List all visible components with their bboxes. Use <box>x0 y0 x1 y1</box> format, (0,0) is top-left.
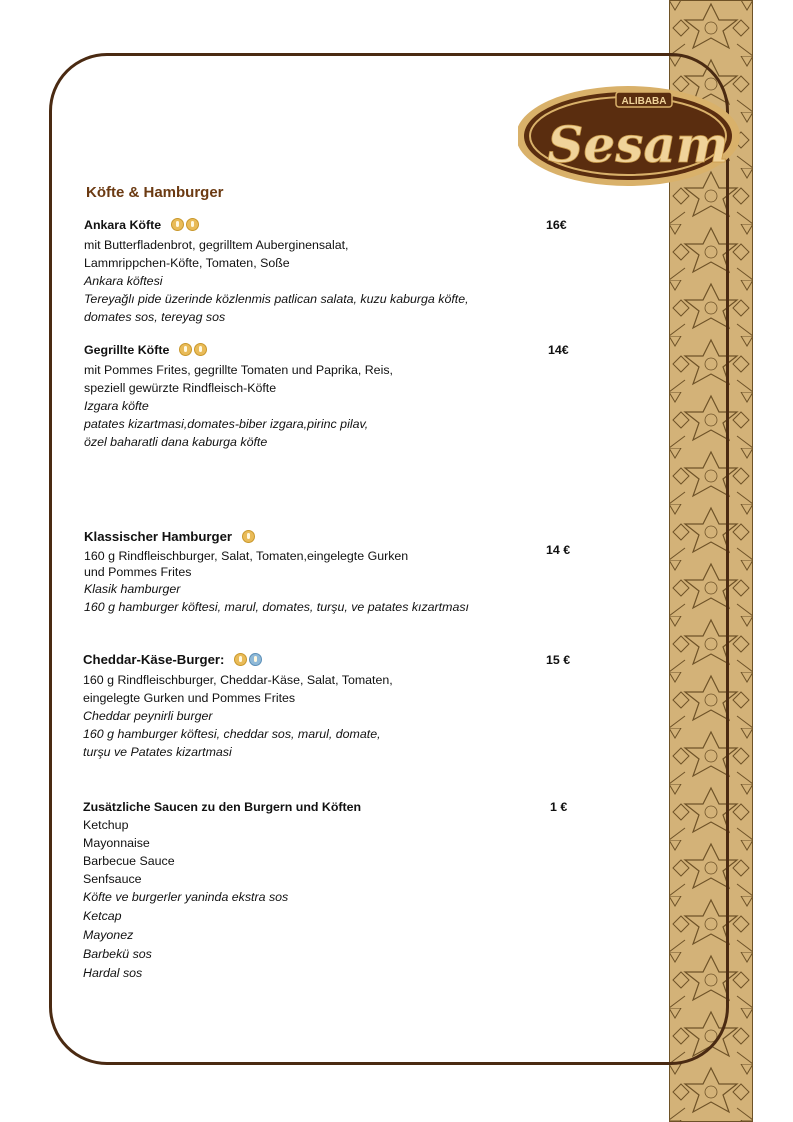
item-name: Zusätzliche Saucen zu den Burgern und Köften <box>83 800 362 814</box>
wheat-icon <box>242 530 255 543</box>
wheat-icon <box>179 343 192 356</box>
item-name: Ankara Köfte <box>84 218 162 232</box>
logo-name: Sesam <box>547 115 729 174</box>
section-title: Köfte & Hamburger <box>86 184 224 201</box>
menu-item-klassischer-hamburger <box>84 529 524 616</box>
item-desc-de: eingelegte Gurken und Pommes Frites <box>83 691 296 705</box>
item-price: 16€ <box>546 218 567 232</box>
sauce-tr: Hardal sos <box>83 966 143 980</box>
sauce-de: Ketchup <box>83 818 129 832</box>
item-desc-tr: Klasik hamburger <box>84 581 181 596</box>
item-desc-tr: domates sos, tereyag sos <box>84 310 226 324</box>
menu-item-gegrillte-kofte <box>84 341 524 451</box>
item-desc-tr: patates kizartmasi,domates-biber izgara,pirinc pilav, <box>84 417 369 431</box>
item-desc-tr: Izgara köfte <box>84 399 149 413</box>
sauce-tr: Barbekü sos <box>83 947 152 961</box>
logo-brand: ALIBABA <box>621 96 667 107</box>
sesam-logo <box>518 78 744 190</box>
item-desc-de: und Pommes Frites <box>84 565 192 579</box>
item-desc-tr: Ankara köftesi <box>84 274 163 288</box>
item-desc-tr: Tereyağlı pide üzerinde közlenmis patlican salata, kuzu kaburga köfte, <box>84 292 469 306</box>
item-desc-tr: turşu ve Patates kizartmasi <box>83 745 232 759</box>
item-desc-de: mit Butterfladenbrot, gegrilltem Auberginensalat, <box>84 238 349 252</box>
wheat-icon <box>171 218 184 231</box>
item-name: Cheddar-Käse-Burger: <box>83 652 225 667</box>
item-desc-de: speziell gewürzte Rindfleisch-Köfte <box>84 381 277 395</box>
item-desc-de: 160 g Rindfleischburger, Salat, Tomaten,eingelegte Gurken <box>84 548 409 563</box>
allergen-icons <box>242 530 257 548</box>
allergen-icons <box>179 343 209 361</box>
item-price: 14 € <box>546 543 571 557</box>
egg-icon <box>186 218 199 231</box>
sauce-de: Senfsauce <box>83 872 142 886</box>
item-desc-tr: Cheddar peynirli burger <box>83 709 213 723</box>
wheat-icon <box>234 653 247 666</box>
item-desc-tr: 160 g hamburger köftesi, marul, domates, turşu, ve patates kızartması <box>84 600 469 614</box>
item-desc-de: 160 g Rindfleischburger, Cheddar-Käse, Salat, Tomaten, <box>83 673 393 687</box>
allergen-icons <box>234 653 264 671</box>
item-price: 14€ <box>548 343 569 357</box>
allergen-icons <box>171 218 201 236</box>
menu-item-cheddar-kase-burger <box>83 651 523 761</box>
sauce-tr: Ketcap <box>83 909 122 923</box>
milk-icon <box>249 653 262 666</box>
menu-item-ankara-kofte <box>84 216 524 326</box>
egg-icon <box>194 343 207 356</box>
menu-item-extra-sauces <box>83 798 523 982</box>
sauce-de: Mayonnaise <box>83 836 150 850</box>
item-price: 15 € <box>546 653 571 667</box>
item-name: Klassischer Hamburger <box>84 529 233 544</box>
item-desc-de: Lammrippchen-Köfte, Tomaten, Soße <box>84 256 290 270</box>
sauce-tr: Mayonez <box>83 928 134 942</box>
item-desc-tr: 160 g hamburger köftesi, cheddar sos, marul, domate, <box>83 727 381 741</box>
item-name: Gegrillte Köfte <box>84 343 170 357</box>
item-price: 1 € <box>550 800 568 814</box>
sauce-tr: Köfte ve burgerler yaninda ekstra sos <box>83 890 289 904</box>
sauce-de: Barbecue Sauce <box>83 854 175 868</box>
item-desc-de: mit Pommes Frites, gegrillte Tomaten und Paprika, Reis, <box>84 363 393 377</box>
item-desc-tr: özel baharatli dana kaburga köfte <box>84 435 268 449</box>
